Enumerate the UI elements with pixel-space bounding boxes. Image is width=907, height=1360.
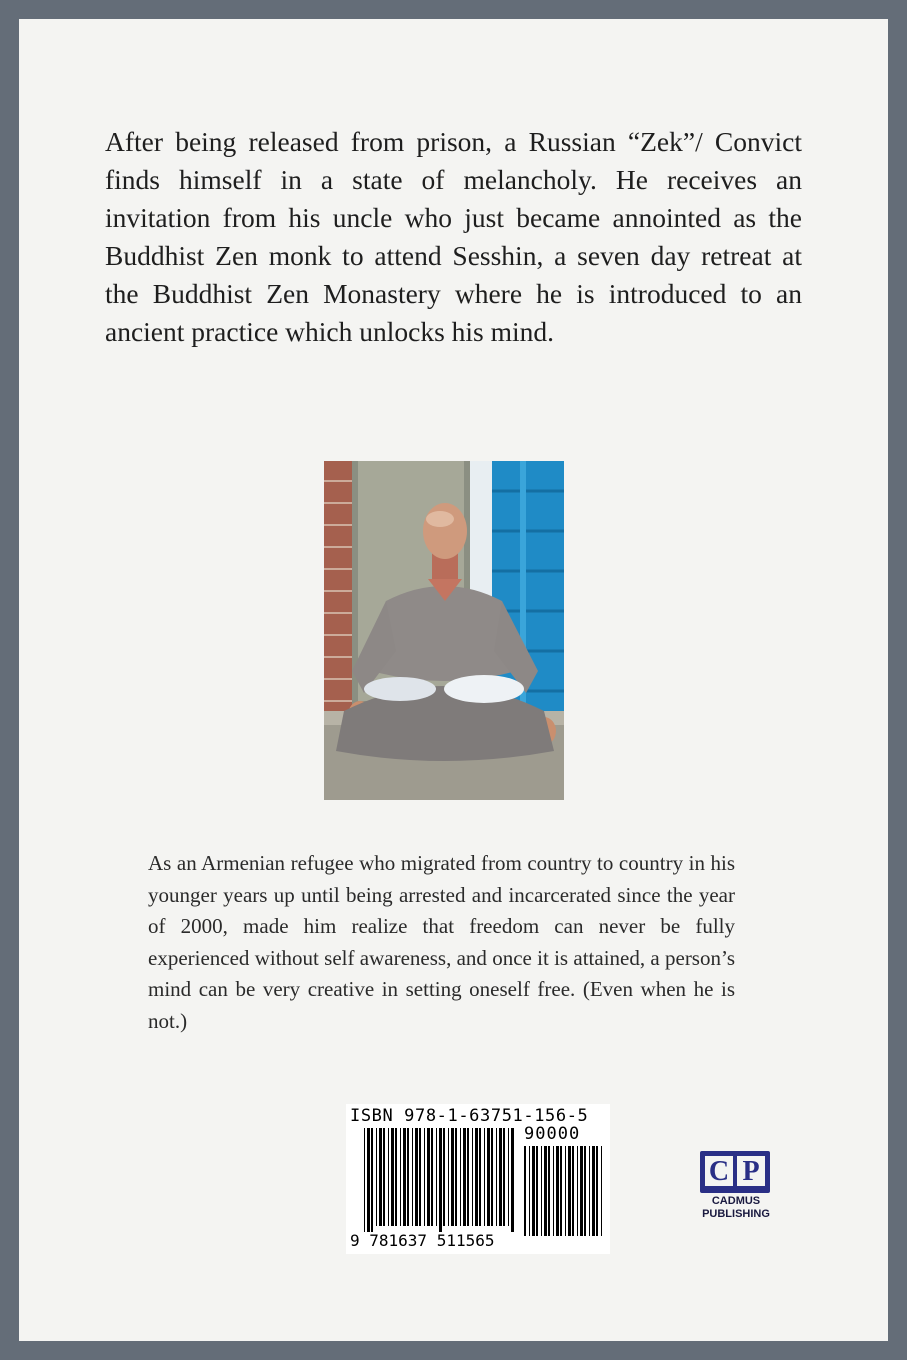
barcode-bar	[503, 1128, 505, 1226]
barcode-bar	[508, 1128, 509, 1226]
logo-letter-c: C	[705, 1156, 733, 1186]
barcode-bar	[596, 1146, 598, 1236]
barcode-bar	[403, 1128, 406, 1226]
barcode-bar	[529, 1146, 530, 1236]
barcode-bar	[560, 1146, 562, 1236]
barcode-bar	[395, 1128, 397, 1226]
barcode-bar	[568, 1146, 571, 1236]
publisher-logo-box	[700, 1151, 770, 1193]
barcode-bar	[536, 1146, 538, 1236]
barcode-bar	[511, 1128, 514, 1232]
barcode-bar	[484, 1128, 485, 1226]
publisher-name-line-1: CADMUS	[711, 1195, 761, 1207]
barcode-bar	[553, 1146, 554, 1236]
barcode-bar	[577, 1146, 578, 1236]
barcode-bar	[407, 1128, 409, 1226]
price-code: 90000	[524, 1124, 581, 1144]
barcode-bar	[383, 1128, 385, 1226]
publisher-name	[696, 1195, 776, 1221]
barcode-bar	[467, 1128, 469, 1226]
author-bio: As an Armenian refugee who migrated from country to country in his younger years up until being arrested and incarcerated since the year of 2000, made him realize that freedom can never be fully experienced without self awareness, and once it is attained, a person’s mind can be very creative in setting oneself free. (Even when he is not.)	[148, 851, 735, 1033]
author-photo	[324, 461, 564, 800]
barcode-bar	[443, 1128, 445, 1226]
barcode-bar	[455, 1128, 457, 1226]
barcode-bar	[584, 1146, 586, 1236]
back-cover	[19, 19, 888, 1341]
barcode-bar	[427, 1128, 430, 1226]
barcode-bar	[431, 1128, 433, 1226]
barcode-bar	[491, 1128, 493, 1226]
barcode-bar	[544, 1146, 547, 1236]
barcode-bar	[436, 1128, 437, 1226]
barcode-bar	[376, 1128, 377, 1226]
publisher-name-line-2: PUBLISHING	[702, 1208, 770, 1220]
barcode-bar	[541, 1146, 542, 1236]
barcode-bar	[556, 1146, 559, 1236]
barcode-bar	[463, 1128, 466, 1226]
barcode-bar	[479, 1128, 481, 1226]
barcode-bar	[439, 1128, 442, 1232]
barcode-bar	[460, 1128, 461, 1226]
barcode-bar	[524, 1146, 526, 1236]
barcode-bar	[499, 1128, 502, 1226]
barcode-bar	[371, 1128, 373, 1232]
barcode-bar	[367, 1128, 370, 1232]
barcode-bar	[572, 1146, 574, 1236]
barcode-bar	[475, 1128, 478, 1226]
logo-letter-p: P	[737, 1156, 765, 1186]
book-blurb: After being released from prison, a Russian “Zek”/ Convict finds himself in a state of melancholy. He receives an invitation from his uncle who just became annointed as the Buddhist Zen monk to attend Sesshin, a seven day retreat at the Buddhist Zen Monastery where he is introduced to an ancient practice which unlocks his mind.	[105, 126, 802, 347]
isbn-barcode	[346, 1104, 610, 1254]
barcode-bar	[391, 1128, 394, 1226]
barcode-bar	[580, 1146, 583, 1236]
barcode-bar	[400, 1128, 401, 1226]
barcode-bar	[592, 1146, 595, 1236]
barcode-bar	[548, 1146, 550, 1236]
barcode-bar	[589, 1146, 590, 1236]
barcode-bar	[419, 1128, 421, 1226]
barcode-bar	[472, 1128, 473, 1226]
barcode-bar	[451, 1128, 454, 1226]
isbn-number: ISBN 978-1-63751-156-5	[350, 1106, 589, 1126]
barcode-bar	[496, 1128, 497, 1226]
barcode-bar	[379, 1128, 382, 1226]
barcode-bar	[415, 1128, 418, 1226]
barcode-bar	[565, 1146, 566, 1236]
ean-digits: 9 781637 511565	[350, 1231, 495, 1250]
barcode-bar	[388, 1128, 389, 1226]
publisher-logo	[696, 1149, 776, 1229]
barcode-bar	[364, 1128, 365, 1232]
barcode-bar	[601, 1146, 602, 1236]
barcode-bar	[412, 1128, 413, 1226]
barcode-bar	[424, 1128, 425, 1226]
barcode-bar	[448, 1128, 449, 1226]
barcode-bar	[487, 1128, 490, 1226]
barcode-bar	[532, 1146, 535, 1236]
